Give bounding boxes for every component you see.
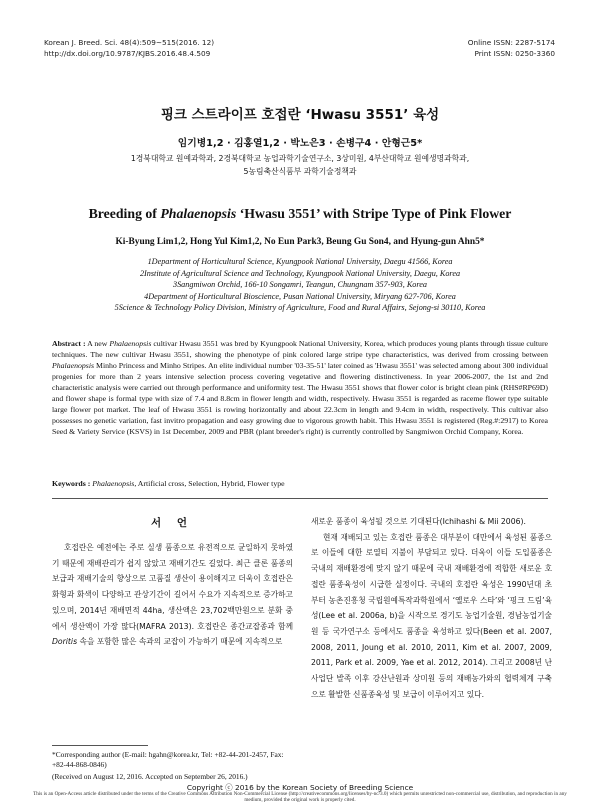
footnote-divider	[52, 745, 148, 746]
abstract-label: Abstract :	[52, 339, 86, 348]
online-issn: Online ISSN: 2287-5174	[467, 38, 555, 47]
body-right-column	[311, 514, 552, 702]
english-authors: Ki-Byung Lim1,2, Hong Yul Kim1,2, No Eun Park3, Beung Gu Son4, and Hyung-gun Ahn5*	[115, 237, 485, 247]
english-title-genus: Phalaenopsis	[160, 206, 237, 221]
intro-paragraph: 현재 재배되고 있는 호접란 품종은 대부분이 대만에서 육성된 품종으로 이들에 대한 로열티 지불이 부담되고 있다. 더욱이 이들 도입품종은 국내의 재배환경에 맞지 않기 때문에 국내 재배환경에 적합한 새로운 호접란 품종육성이 시급한 실정이다. 국내의 호접란 육성은 1990년대 초부터 농촌진흥청 국립원예특작과학원에서 ‘옐로우 스타’와 ‘핑크 드림’육성(Lee et al. 2006a, b)을 시작으로 경기도 농업기술원, 경남농업기술원 등 국가연구소 등에서도 품종을 육성하고 있다(Been et al. 2007, 2008, 2011, Joung et al. 2010, 2011, Kim et al. 2007, 2009, 2011, Park et al. 2009, Yae et al. 2012, 2014). 그리고 2008년 난사업단 발족 이후 강산난원과 상미원 등의 재배농가와의 협력체계 구축으로 활발한 신품종육성 및 보급이 이루어지고 있다.	[311, 532, 552, 699]
intro-paragraph: 새로운 품종이 육성될 것으로 기대된다(Ichihashi & Mii 2006).	[311, 517, 526, 526]
journal-citation: Korean J. Breed. Sci. 48(4):509~515(2016. 12)	[44, 38, 215, 47]
keywords	[52, 478, 548, 489]
korean-title: 핑크 스트라이프 호접란 ‘Hwasu 3551’ 육성	[160, 107, 440, 123]
keywords-label: Keywords :	[52, 479, 91, 488]
keywords-list: , Artificial cross, Selection, Hybrid, Flower type	[134, 479, 285, 488]
affiliation-line: 5Science & Technology Policy Division, Ministry of Agriculture, Food and Rural Affairs, Sejong-si 30110, Korea	[114, 303, 486, 313]
corresponding-author: *Corresponding author (E-mail: hgahn@korea.kr, Tel: +82-44-201-2457, Fax: +82-44-868-0846)	[52, 750, 284, 770]
korean-authors: 임기병1,2 · 김홍열1,2 · 박노은3 · 손병구4 · 안형근5*	[177, 138, 423, 149]
section-title-introduction: 서 언	[151, 517, 193, 529]
korean-affiliations	[0, 153, 600, 178]
keywords-genus: Phalaenopsis	[92, 479, 135, 488]
affiliation-line: 1Department of Horticultural Science, Kyungpook National University, Daegu 41566, Korea	[147, 257, 453, 266]
intro-text: 속을 포함한 많은 속과의 교잡이 가능하기 때문에 지속적으로	[77, 637, 283, 647]
journal-header-right	[468, 38, 555, 59]
copyright: Copyright ⓒ 2016 by the Korean Society of Breeding Science	[186, 783, 414, 792]
abstract-genus: Phalaenopsis	[52, 360, 95, 370]
english-affiliations	[0, 256, 600, 314]
intro-paragraph	[52, 540, 293, 650]
corresponding-author-footnote	[52, 750, 297, 771]
print-issn: Print ISSN: 0250-3360	[474, 48, 555, 58]
intro-genus: Doritis	[52, 637, 78, 647]
license-notice: This is an Open-Access article distributed under the terms of the Creative Commons Attribution Non-Commercial License (http://creativecommons.org/licenses/by-nc/3.0) which permits unrestricted non-commercial use, distribution, and reproduction in any medium, provided the original work is properly cited.	[33, 791, 567, 803]
abstract-genus: Phalaenopsis	[109, 339, 152, 348]
section-divider	[52, 498, 548, 499]
affiliation-line: 2Institute of Agricultural Science and Technology, Kyungpook National University, Daegu, Korea	[139, 268, 461, 278]
korean-affiliation-line: 1경북대학교 원예과학과, 2경북대학교 농업과학기술연구소, 3상미원, 4부산대학교 원예생명과학과,	[130, 154, 470, 163]
journal-header-left	[44, 38, 214, 59]
abstract	[52, 339, 548, 438]
affiliation-line: 3Sangmiwon Orchid, 166-10 Songamri, Teangun, Chungnam 357-903, Korea	[172, 280, 428, 290]
abstract-text: Minho Princess and Minho Stripes. An elite individual number '03-35-51' later coined as 'Hwasu 3551' was selected among about 300 individual progenies for more than 2 years intensive selection process covering vegetative and flowering distinctiveness. In year 2006-2007, the 1st and 2nd characteristic analysis were carried out through performance and uniformity test. The Hwasu 3551 shows that flower color is bright clean pink (RHS#RP69D) and flower shape is formal type with size of 7.4 and 8.8cm in flower length and width, respectively. Hwasu 3551 is regarded as raceme flower type suitable large flower pot market. The leaf of Hwasu 3551 is rowing horizontally and about 22.3cm in length and 9.4cm in width, respectively. This cultivar also possesses no genetic variation, fast invitro propagation and easy growing due to vigorous growth habit. This Hwasu 3551 is registered (Reg.#:2917) to Korea Seed & Variety Service (KSVS) in 1st December, 2009 and PBR (plant breeder's right) is currently controlled by Sangmiwon Orchid Company, Korea.	[52, 360, 548, 436]
english-title	[0, 206, 600, 222]
doi-link[interactable]: http://dx.doi.org/10.9787/KJBS.2016.48.4.509	[44, 48, 211, 58]
korean-affiliation-line: 5농림축산식품부 과학기술정책과	[243, 166, 357, 176]
affiliation-line: 4Department of Horticultural Bioscience, Pusan National University, Miryang 627-706, Korea	[144, 291, 456, 301]
english-title-pre: Breeding of	[88, 206, 161, 221]
english-title-post: ‘Hwasu 3551’ with Stripe Type of Pink Flower	[236, 206, 512, 221]
body-left-column	[52, 540, 293, 650]
abstract-text: A new	[85, 339, 110, 348]
intro-text: 호접란은 예전에는 주로 실생 품종으로 유전적으로 균일하지 못하였기 때문에 재배관리가 쉽지 않았고 재배기간도 길었다. 최근 클론 품종의 보급과 재배기술의 향상으로 고품질 생산이 용이해지고 더욱이 호접란은 화형과 화색이 다양하고 관상기간이 길어서 수요가 지속적으로 증가하고 있으며, 2014년 재배면적 44ha, 생산액은 23,702백만원으로 분화 중에서 생산액이 가장 많다(MAFRA 2013). 호접란은 종간교잡종과 함께	[52, 543, 293, 631]
abstract-text: cultivar Hwasu 3551 was bred by Kyungpook National University, Korea, which produces young plants through tissue culture techniques. The new cultivar Hwasu 3551, showing the phenotype of pink colored large stripe type characteristics, was derived from crossing between	[52, 339, 549, 359]
received-dates: (Received on August 12, 2016. Accepted on September 26, 2016.)	[52, 772, 248, 781]
